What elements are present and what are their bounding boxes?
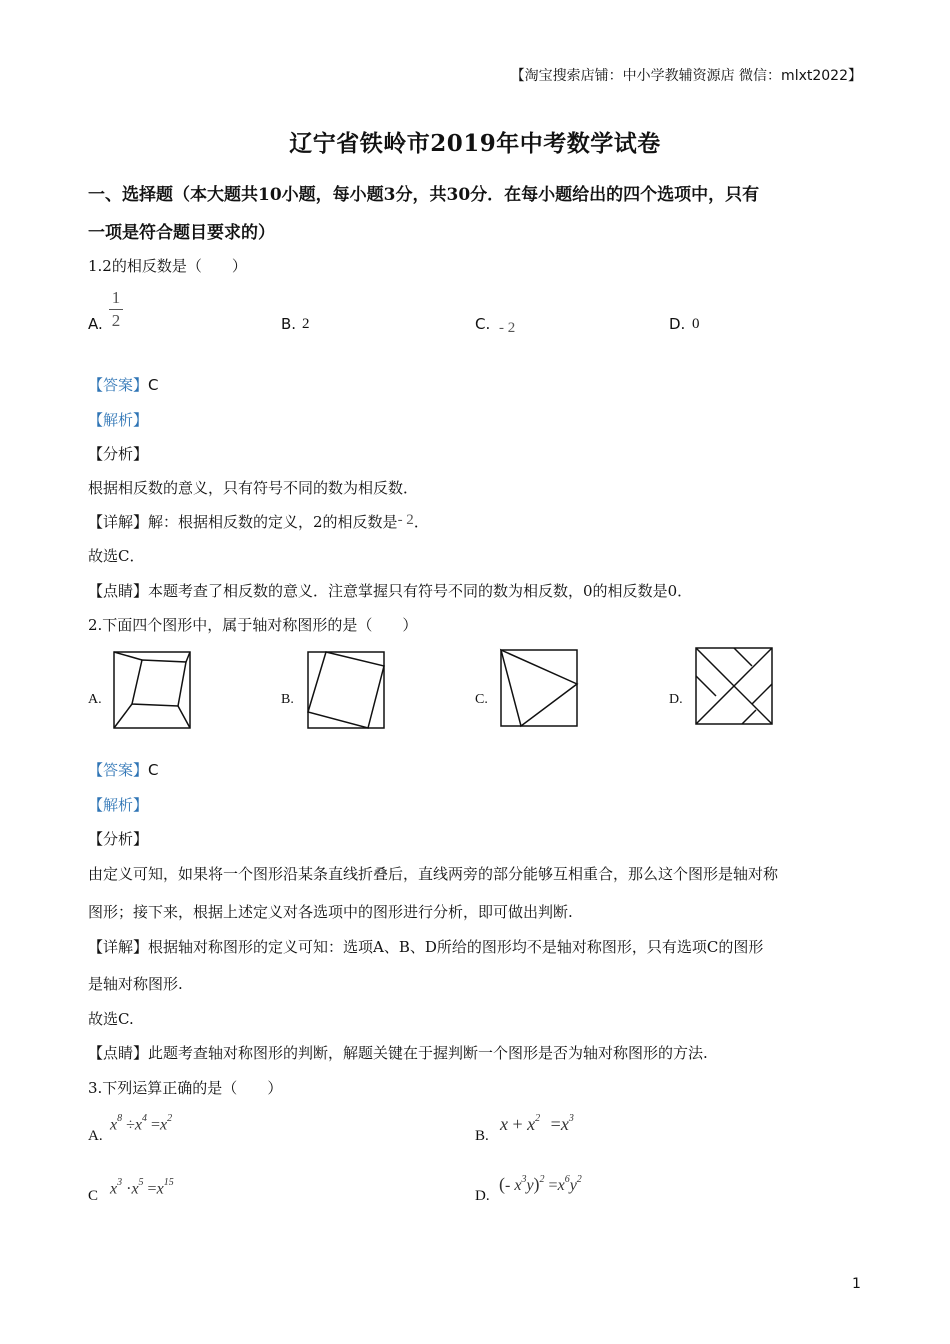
var-x: x: [110, 1116, 118, 1134]
exp-2: 2: [167, 1113, 173, 1124]
q3-option-b-expr: [500, 1114, 574, 1135]
fraction-bar: [109, 309, 123, 310]
var-x: x: [514, 1177, 522, 1194]
exp-2: 2: [539, 1173, 545, 1185]
figure-a-line-3: [178, 706, 190, 728]
answer-tag: 【答案】: [88, 761, 149, 779]
section-heading-line2: 一项是符合题目要求的）: [88, 223, 275, 243]
figure-b-inner-square: [308, 652, 384, 728]
exp-3: 3: [117, 1177, 123, 1188]
var-x: x: [527, 1114, 536, 1134]
var-y: y: [526, 1177, 534, 1194]
q2-figure-b: [306, 650, 388, 732]
q2-dianjing-row: [88, 1043, 708, 1063]
q1-detail-text: 解：根据相反数的定义，2的相反数是: [148, 513, 398, 531]
q2-label-b: B.: [281, 692, 294, 707]
q1-option-d-value: 0: [692, 316, 700, 332]
q3-option-c-expr: [110, 1179, 174, 1198]
q2-answer: C: [148, 761, 159, 779]
q2-dianjing-text: 此题考查轴对称图形的判断，解题关键在于握判断一个图形是否为轴对称图形的方法.: [148, 1044, 708, 1062]
figure-a-line-1: [114, 652, 142, 660]
exp-2: 2: [576, 1173, 582, 1185]
q2-answer-row: [88, 760, 159, 780]
answer-tag: 【答案】: [88, 376, 149, 394]
q3-stem: 3.下列运算正确的是（ ）: [88, 1079, 283, 1097]
exp-6: 6: [564, 1173, 570, 1185]
figure-a-line-4: [114, 704, 132, 728]
q2-fenxi-line1: 由定义可知，如果将一个图形沿某条直线折叠后，直线两旁的部分能够互相重合，那么这个图形是轴对称: [88, 865, 779, 883]
q2-figure-d: [694, 646, 776, 728]
paren-left: (: [499, 1174, 505, 1194]
exp-8: 8: [117, 1113, 123, 1124]
figure-d-line-2: [696, 686, 734, 724]
var-x: x: [500, 1114, 508, 1134]
dianjing-tag: 【点睛】: [88, 582, 149, 600]
q1-option-c-value: - 2: [499, 320, 516, 336]
var-x: x: [156, 1180, 164, 1198]
q1-detail-row: [88, 512, 429, 533]
q2-fenxi-line2: 图形；接下来，根据上述定义对各选项中的图形进行分析，即可做出判断.: [88, 903, 573, 921]
q2-label-d: D.: [669, 692, 683, 707]
op-neg: -: [505, 1177, 511, 1194]
var-x: x: [131, 1180, 139, 1198]
q3-label-c: C: [88, 1188, 99, 1204]
q1-detail-end: ．: [413, 513, 429, 531]
q2-label-a: A.: [88, 692, 102, 707]
var-x: x: [110, 1180, 118, 1198]
exp-5: 5: [138, 1177, 144, 1188]
q1-option-d-label: D.: [669, 315, 686, 333]
page-title: 辽宁省铁岭市2019年中考数学试卷: [289, 130, 661, 157]
q2-choose: 故选C.: [88, 1010, 134, 1028]
q2-figure-a: [112, 650, 194, 732]
op-eq: =: [550, 1114, 561, 1134]
var-x: x: [557, 1177, 565, 1194]
q2-label-c: C.: [475, 692, 488, 707]
op-div: ÷: [126, 1116, 135, 1134]
figure-a-outer-square: [114, 652, 190, 728]
var-x: x: [134, 1116, 142, 1134]
q1-answer: C: [148, 376, 159, 394]
q1-option-a-fraction: [109, 288, 123, 331]
exp-15: 15: [163, 1177, 174, 1188]
op-dot: ·: [126, 1180, 132, 1198]
q2-detail-line2: 是轴对称图形.: [88, 975, 183, 993]
q3-label-d: D.: [475, 1188, 490, 1204]
op-eq: =: [151, 1116, 161, 1134]
q1-answer-row: [88, 375, 159, 395]
q2-figure-c: [499, 648, 581, 730]
q2-fenxi-tag: 【分析】: [88, 830, 149, 848]
q1-dianjing-text: 本题考查了相反数的意义．注意掌握只有符号不同的数为相反数，0的相反数是0．: [148, 582, 693, 600]
q2-detail-line1: [88, 937, 763, 957]
figure-d-line-4: [696, 676, 716, 696]
q1-dianjing-row: [88, 581, 692, 601]
figure-d-line-3: [734, 648, 752, 666]
q1-option-a-label: A.: [88, 315, 103, 333]
figure-c-outer-square: [501, 650, 577, 726]
exp-3: 3: [568, 1113, 574, 1124]
exp-2: 2: [535, 1113, 541, 1124]
detail-tag: 【详解】: [88, 513, 149, 531]
q3-label-b: B.: [475, 1128, 489, 1144]
header-shop-info: 【淘宝搜索店铺：中小学教辅资源店 微信：mlxt2022】: [510, 68, 862, 84]
q1-stem: 1.2的相反数是（ ）: [88, 257, 247, 275]
q1-detail-value: - 2: [397, 512, 414, 528]
figure-d-line-5: [752, 684, 772, 704]
q2-detail-text: 根据轴对称图形的定义可知：选项A、B、D所给的图形均不是轴对称图形，只有选项C的图形: [148, 938, 764, 956]
q3-label-a: A.: [88, 1128, 103, 1144]
q2-analysis-tag: 【解析】: [88, 796, 149, 814]
q1-fenxi-text: 根据相反数的意义，只有符号不同的数为相反数．: [88, 479, 419, 497]
q3-option-d-expr: [499, 1174, 582, 1195]
paren-right: ): [533, 1174, 540, 1194]
detail-tag: 【详解】: [88, 938, 149, 956]
figure-d-line-6: [742, 710, 756, 724]
figure-a-inner-square: [132, 660, 186, 706]
var-y: y: [569, 1177, 577, 1194]
q1-option-b-label: B.: [281, 315, 297, 333]
q2-stem: 2.下面四个图形中，属于轴对称图形的是（ ）: [88, 616, 418, 634]
q1-analysis-tag: 【解析】: [88, 411, 149, 429]
dianjing-tag: 【点睛】: [88, 1044, 149, 1062]
exp-4: 4: [142, 1113, 147, 1124]
q3-option-a-expr: [110, 1115, 172, 1134]
var-x: x: [560, 1114, 569, 1134]
q1-choose: 故选C．: [88, 547, 145, 565]
op-eq: =: [147, 1180, 157, 1198]
op-eq: =: [548, 1177, 558, 1194]
exp-3: 3: [521, 1173, 527, 1185]
section-heading-line1: 一、选择题（本大题共10小题，每小题3分，共30分．在每小题给出的四个选项中，只有: [88, 185, 760, 205]
var-x: x: [160, 1116, 168, 1134]
op-plus: +: [512, 1114, 523, 1134]
q1-option-c-label: C.: [475, 315, 491, 333]
figure-c-triangle: [501, 650, 577, 726]
q1-fenxi-tag: 【分析】: [88, 445, 149, 463]
q1-fraction-numerator: 1: [111, 288, 121, 307]
page-number: 1: [852, 1276, 861, 1292]
q1-fraction-denominator: 2: [111, 311, 121, 330]
q1-option-b-value: 2: [302, 316, 310, 332]
